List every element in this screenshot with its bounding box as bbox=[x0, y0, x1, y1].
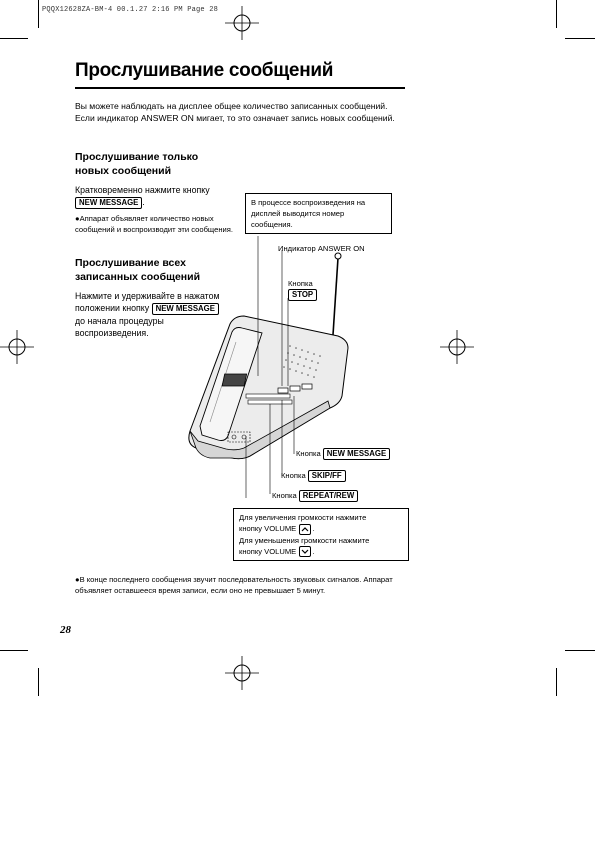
registration-mark-icon bbox=[0, 330, 34, 364]
crop-mark bbox=[556, 668, 557, 696]
registration-mark-icon bbox=[225, 656, 259, 690]
crop-mark bbox=[565, 650, 595, 651]
section-new-only bbox=[75, 150, 245, 235]
instruction-text: Нажмите и удерживайте в нажатом положении кнопку NEW MESSAGE до начала процедуры воспроизведения. bbox=[75, 291, 220, 338]
answer-on-label: Индикатор ANSWER ON bbox=[278, 244, 365, 253]
new-message-button: NEW MESSAGE bbox=[323, 448, 390, 460]
stop-button: STOP bbox=[288, 289, 317, 301]
crop-mark bbox=[0, 650, 28, 651]
page-title: Прослушивание сообщений bbox=[75, 60, 334, 81]
skip-label: Кнопка SKIP/FF bbox=[281, 470, 346, 482]
registration-mark-icon bbox=[440, 330, 474, 364]
volume-callout: Для увеличения громкости нажмите кнопку VOLUME . Для уменьшения громкости нажмите кнопку VOLUME . bbox=[233, 508, 409, 561]
instruction-text: Кратковременно нажмите кнопку NEW MESSAGE . bbox=[75, 185, 210, 207]
playback-callout: В процессе воспроизведения на дисплей выводится номер сообщения. bbox=[245, 193, 392, 234]
skip-ff-button: SKIP/FF bbox=[308, 470, 346, 482]
volume-down-icon bbox=[299, 546, 311, 557]
crop-mark bbox=[38, 0, 39, 28]
answering-machine-illustration bbox=[170, 236, 410, 498]
stop-label: Кнопка STOP bbox=[288, 278, 317, 301]
repeat-label: Кнопка REPEAT/REW bbox=[272, 490, 358, 502]
new-message-button: NEW MESSAGE bbox=[75, 197, 142, 209]
page-number: 28 bbox=[60, 624, 71, 636]
volume-up-icon bbox=[299, 524, 311, 535]
repeat-rew-button: REPEAT/REW bbox=[299, 490, 358, 502]
new-message-button: NEW MESSAGE bbox=[152, 303, 219, 315]
print-header: PQQX12628ZA-BM-4 00.1.27 2:16 PM Page 28 bbox=[42, 6, 219, 14]
crop-mark bbox=[565, 38, 595, 39]
section-heading: Прослушивание всех записанных сообщений bbox=[75, 257, 201, 283]
crop-mark bbox=[0, 38, 28, 39]
crop-mark bbox=[38, 668, 39, 696]
new-message-label: Кнопка NEW MESSAGE bbox=[296, 448, 390, 460]
title-rule bbox=[75, 87, 405, 89]
bullet-note: ●Аппарат объявляет количество новых сообщений и воспроизводит эти сообщения. bbox=[75, 214, 233, 234]
crop-mark bbox=[556, 0, 557, 28]
registration-mark-icon bbox=[225, 6, 259, 40]
footnote: ●В конце последнего сообщения звучит последовательность звуковых сигналов. Аппарат объявляет оставшееся время записи, если оно не превышает 5 минут. bbox=[75, 575, 393, 595]
section-heading: Прослушивание только новых сообщений bbox=[75, 151, 199, 177]
intro-paragraph: Вы можете наблюдать на дисплее общее количество записанных сообщений. Если индикатор ANSWER ON мигает, то это означает запись новых сообщений. bbox=[75, 101, 395, 123]
